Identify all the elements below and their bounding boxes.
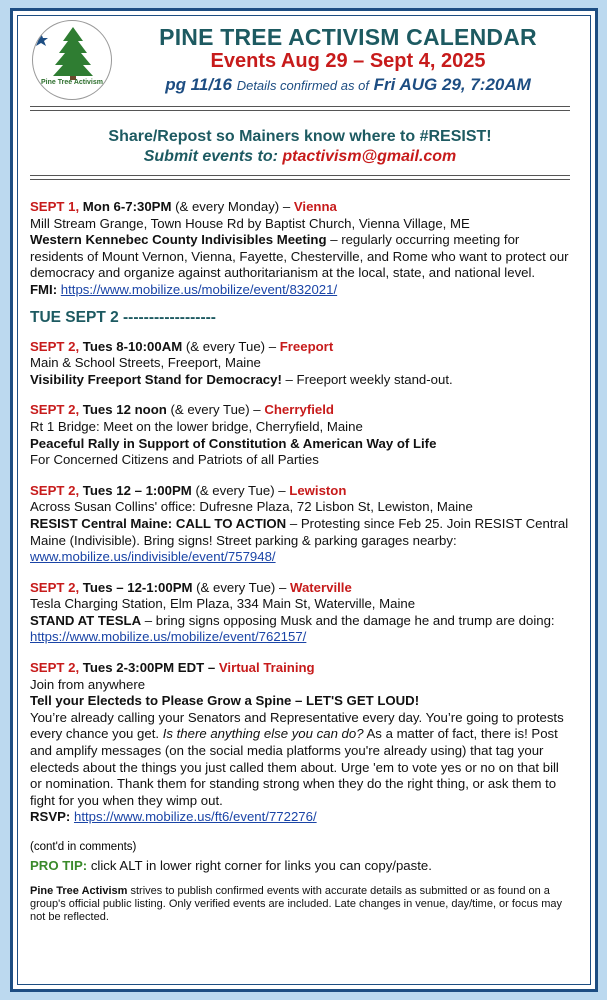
event-link[interactable]: https://www.mobilize.us/mobilize/event/832021/: [60, 281, 338, 297]
event-body: [30, 232, 570, 282]
share-line: Share/Repost so Mainers know where to #RESIST!: [108, 128, 492, 145]
event-link[interactable]: www.mobilize.us/indivisible/event/757948/: [30, 549, 276, 565]
header: [30, 18, 570, 100]
event-desc: – Protesting since Feb 25. Join RESIST Central Maine (Indivisible). Bring signs! Street parking & parking garages nearby:: [30, 515, 569, 548]
event-desc: For Concerned Citizens and Patriots of all Parties: [30, 452, 319, 468]
event-recurring: (& every Tue) –: [170, 402, 261, 418]
event-fmi: [30, 282, 570, 299]
event-time: Tues 2-3:00PM EDT –: [82, 660, 216, 676]
event-location: Main & School Streets, Freeport, Maine: [30, 355, 261, 371]
event-rsvp: [30, 809, 570, 826]
submit-email[interactable]: ptactivism@gmail.com: [282, 148, 457, 165]
event-desc-a: You’re already calling your Senators and Representative every day. You’re going to protests every chance you get.: [30, 709, 564, 742]
event-recurring: (& every Tue) –: [196, 579, 287, 595]
pro-tip: [30, 858, 570, 875]
pine-tree-logo: [32, 20, 112, 100]
event-date: SEPT 2,: [30, 402, 80, 418]
event-date: SEPT 2,: [30, 579, 80, 595]
event-title: STAND AT TESLA: [30, 612, 142, 628]
submit-label: Submit events to:: [143, 148, 278, 165]
submit-line: [30, 147, 570, 167]
footer-org: Pine Tree Activism: [30, 884, 128, 897]
footer-text: strives to publish confirmed events with accurate details as submitted or as found on a group's official public listing. Only verified events are included. Late changes in venue, day/time, or focus may not be reflected.: [30, 884, 563, 923]
event-desc: – Freeport weekly stand-out.: [281, 371, 453, 387]
events-range: Events Aug 29 – Sept 4, 2025: [210, 50, 486, 72]
event-title: RESIST Central Maine: CALL TO ACTION: [30, 515, 287, 531]
event-town: Virtual Training: [218, 660, 315, 676]
event-recurring: (& every Tue) –: [195, 482, 286, 498]
event-location: Mill Stream Grange, Town House Rd by Baptist Church, Vienna Village, ME: [30, 215, 470, 231]
event-town: Lewiston: [289, 482, 347, 498]
page-title: PINE TREE ACTIVISM CALENDAR: [159, 24, 537, 50]
event-item: [30, 660, 570, 826]
event-town: Cherryfield: [264, 402, 334, 418]
event-location: Rt 1 Bridge: Meet on the lower bridge, Cherryfield, Maine: [30, 418, 363, 434]
logo-text: Pine Tree Activism: [41, 79, 103, 86]
pro-tip-label: PRO TIP:: [30, 858, 88, 873]
calendar-page: [30, 18, 570, 924]
event-time: Tues – 12-1:00PM: [82, 579, 193, 595]
event-date: SEPT 2,: [30, 660, 80, 676]
event-desc: – regularly occurring meeting for residents of Mount Vernon, Vienna, Fayette, Chesterville, and Rome who want to protect our democracy and organize against authoritarianism at the local, state, and national level.: [30, 232, 569, 281]
event-town: Vienna: [293, 199, 337, 214]
rsvp-label: RSVP:: [30, 809, 71, 825]
fmi-label: FMI:: [30, 281, 58, 297]
event-time: Mon 6-7:30PM: [82, 199, 172, 214]
event-item: [30, 580, 570, 646]
details-confirmed: Details confirmed as of: [236, 78, 369, 93]
event-heading: [30, 199, 570, 216]
event-link[interactable]: https://www.mobilize.us/ft6/event/772276/: [73, 809, 317, 825]
page-number: pg 11/16: [165, 75, 232, 94]
event-heading: [30, 660, 570, 677]
event-time: Tues 8-10:00AM: [82, 338, 183, 354]
event-date: SEPT 1,: [30, 199, 80, 214]
event-recurring: (& every Tue) –: [185, 338, 277, 354]
event-heading: [30, 580, 570, 597]
timestamp: Fri AUG 29, 7:20AM: [373, 75, 531, 94]
event-item: [30, 199, 570, 299]
event-heading: [30, 339, 570, 356]
event-body: [30, 372, 570, 389]
event-item: [30, 402, 570, 468]
event-title: Tell your Electeds to Please Grow a Spine – LET'S GET LOUD!: [30, 693, 420, 709]
event-location: Tesla Charging Station, Elm Plaza, 334 Main St, Waterville, Maine: [30, 596, 416, 612]
event-time: Tues 12 noon: [82, 402, 167, 418]
event-date: SEPT 2,: [30, 338, 80, 354]
footer-disclaimer: [30, 885, 570, 924]
event-item: [30, 339, 570, 389]
event-location: Across Susan Collins' office: Dufresne Plaza, 72 Lisbon St, Lewiston, Maine: [30, 499, 473, 515]
event-title: Visibility Freeport Stand for Democracy!: [30, 371, 282, 387]
contd-note: (cont'd in comments): [30, 841, 137, 853]
page-info: [118, 75, 578, 95]
divider: [30, 106, 570, 111]
event-town: Waterville: [289, 579, 352, 595]
event-date: SEPT 2,: [30, 482, 80, 498]
day-header: TUE SEPT 2 ------------------: [30, 308, 216, 326]
event-item: [30, 483, 570, 566]
event-body: [30, 710, 570, 810]
event-time: Tues 12 – 1:00PM: [82, 482, 192, 498]
pro-tip-text: click ALT in lower right corner for links you can copy/paste.: [87, 858, 432, 873]
event-body: [30, 516, 570, 566]
event-title: Western Kennebec County Indivisibles Meeting: [30, 232, 327, 248]
event-heading: [30, 483, 570, 500]
event-heading: [30, 402, 570, 419]
divider: [30, 175, 570, 180]
event-location: Join from anywhere: [30, 676, 146, 692]
event-desc-b: As a matter of fact, there is! Post and amplify messages (on the social media platforms you're already using) that tag your electeds about the things you just called them about. Urge 'em to vote yes or no on that bill or nomination. Thank them for standing strong when they do the right thing, or ask them to fight for you when they wimp out.: [30, 726, 559, 808]
event-desc: – bring signs opposing Musk and the damage he and trump are doing:: [141, 612, 555, 628]
event-title: Peaceful Rally in Support of Constitution & American Way of Life: [30, 435, 437, 451]
event-body: [30, 613, 570, 646]
event-town: Freeport: [279, 338, 334, 354]
event-link[interactable]: https://www.mobilize.us/mobilize/event/762157/: [30, 629, 307, 645]
event-desc-italic: Is there anything else you can do?: [162, 726, 364, 742]
pine-tree-icon: [33, 21, 111, 99]
event-recurring: (& every Monday) –: [175, 199, 291, 214]
